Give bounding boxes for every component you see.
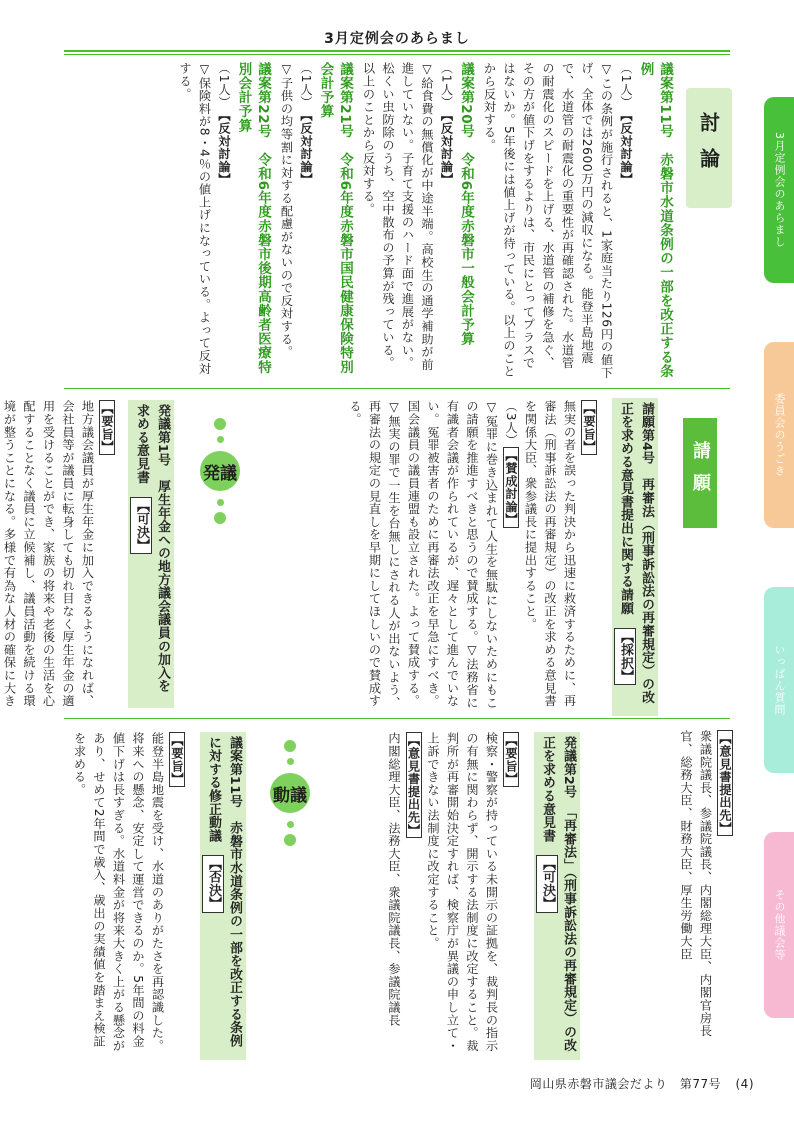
hatsugi-heading-box — [128, 400, 174, 708]
touron-section: 議案第11号 赤磐市水道条例の一部を改正する条例 【反対討論】 （1人） ▽この条例が施行されると、1家庭当たり126円の値下げ、全体では2600万円の減収になる。能登半島地震で、水道管の耐震化の重要性が再確認された。水道管の耐震化のスピードを上げる、水道管の補修を急ぐ、その方が値下げをするよりは、市民にとってプラスではないか。5年後には値上げが待っている。以上のことから反対する。 議案第20号 令和6年度赤磐市一般会計予算 【反対討論】 （1人） ▽給食費の無償化が中途半端。高校生の通学補助が前進していない。子育て支援のハード面で進展がない。松くい虫防除のうち、空中散布の予算が残っている。以上のことから反対する。 議案第21号 令和6年度赤磐市国民健康保険特別会計予算 【反対討論】 （1人） ▽子供の均等割に対する配慮がないので反対する。 議案第22号 令和6年度赤磐市後期高齢者医療特別会計予算 【反対討論】 （1人） ▽保険料が8・4％の値上げになっている。よって反対する。 — [175, 62, 675, 380]
page-footer — [530, 1075, 754, 1092]
side-tab-ippan-shitsumon[interactable]: いっぱん質問 — [764, 587, 794, 773]
hatsugi-section: 【要旨】 地方議会議員が厚生年金に加入できるようになれば、会社員等が議員に転身しても切れ目なく厚生年金の適用を受けることができ、家族の将来や老後の生活を心配することなく議員に立候補し、議員活動を続ける環境が整うことになる。多様で有為な人材の確保に大き — [0, 400, 116, 710]
side-tab-iinkai[interactable]: 委員会のうごき — [764, 342, 794, 528]
hatsugi-result: 【可決】 — [130, 497, 152, 554]
tier-divider-2 — [64, 718, 730, 719]
item21-heading: 議案第21号 令和6年度赤磐市国民健康保険特別会計予算 — [317, 62, 353, 374]
category-touron — [684, 88, 734, 208]
dougi-section: 【要旨】 能登半島地震を受け、水道のありがたさを再認識した。将来への懸念、安定して運営できるのか。5年間の料金値下げは長すぎる。水道料金が将来大きく上がる懸念があり、せめて2年間で歳入、歳出の実績値を踏まえ検証を求める。 — [69, 732, 186, 1052]
hatsugi-heading: 発議第1号 厚生年金への地方議会議員の加入を求める意見書 — [134, 404, 170, 693]
seigan-support-text: ▽冤罪に巻き込まれて人生を無駄にしないためにもこの請願を推進すべきと思うので賛成する。▽法務省に有識者会議が作られているが、遅々として進んでいない。冤罪被害者のために再審法改正を早急にすべき。国会議員の議員連盟も設立された。よって賛成する。▽無実の罪で一生を台無しにされる人が出ないよう、再審法の規定の見直しを早期にしてほしいので賛成する。 — [348, 400, 499, 709]
touron-label: 討論 — [696, 112, 721, 184]
dougi-heading-box — [200, 732, 246, 1060]
dougi-result: 【否決】 — [202, 855, 224, 912]
dougi-heading: 議案第11号 赤磐市水道条例の一部を改正する条例に対する修正動議 — [206, 736, 242, 1048]
item20-text: ▽給食費の無償化が中途半端。高校生の通学補助が前進していない。子育て支援のハード面で進展がない。松くい虫防除のうち、空中散布の予算が残っている。以上のことから反対する。 — [361, 62, 434, 371]
hatsugi2-dest: 内閣総理大臣、法務大臣、衆議院議長、参議院議長 — [387, 732, 401, 1027]
tier-divider-1 — [64, 388, 730, 389]
hatsugi2-summary: 検察・警察が持っている未開示の証拠を、裁判長の指示の有無に関わらず、開示する法制度に改定すること。裁判所が再審開始決定すれば、検察庁が異議の申し立て・上訴できない法制度に改定すること。 — [426, 732, 499, 1052]
hatsugi2-section: 【要旨】 検察・警察が持っている未開示の証拠を、裁判長の指示の有無に関わらず、開示する法制度に改定すること。裁判所が再審開始決定すれば、検察庁が異議の申し立て・上訴できない法制度に改定すること。 【意見書提出先】 内閣総理大臣、法務大臣、衆議院議長、参議院議長 — [384, 732, 521, 1052]
seigan-heading-box — [612, 398, 658, 716]
category-hatsugi — [200, 418, 240, 524]
seigan-section: 【要旨】 無実の者を誤った判決から迅速に救済するために、再審法（刑事訴訟法の再審規定）の改正を求める意見書を関係大臣、衆参議長に提出すること。 【賛成討論】 （3人） ▽冤罪に巻き込まれて人生を無駄にしないためにもこの請願を推進すべきと思うので賛成する。▽法務省に有識者会議が作られているが、遅々として進んでいない。冤罪被害者のために再審法改正を早急にすべき。国会議員の議員連盟も設立された。よって賛成する。▽無実の罪で一生を台無しにされる人が出ないよう、再審法の規定の見直しを早期にしてほしいので賛成する。 — [345, 400, 599, 710]
page-header — [64, 26, 730, 50]
seigan-summary: 無実の者を誤った判決から迅速に救済するために、再審法（刑事訴訟法の再審規定）の改正を求める意見書を関係大臣、衆参議長に提出すること。 — [523, 400, 577, 708]
side-tab-sonota[interactable]: その他議会等 — [764, 832, 794, 1018]
category-dougi — [270, 740, 310, 846]
dougi-label: 動議 — [273, 785, 307, 806]
dougi-summary: 能登半島地震を受け、水道のありがたさを再認識した。将来への懸念、安定して運営できるのか。5年間の料金値下げは長すぎる。水道料金が将来大きく上がる懸念があり、せめて2年間で歳入、歳出の実績値を踏まえ検証を求める。 — [72, 732, 165, 1052]
item22-text: ▽保険料が8・4％の値上げになっている。よって反対する。 — [178, 62, 212, 375]
page-title: 3月定例会のあらまし — [324, 31, 470, 47]
hatsugi2-result: 【可決】 — [536, 855, 558, 912]
item21-text: ▽子供の均等割に対する配慮がないので反対する。 — [279, 62, 294, 359]
hatsugi-continued: 【意見書提出先】 衆議院議長、参議院議長、内閣総理大臣、内閣官房長官、総務大臣、財務大臣、厚生労働大臣 — [676, 730, 735, 1050]
category-seigan — [682, 418, 718, 528]
seigan-summary-label: 【要旨】 — [582, 402, 596, 454]
publication-name: 岡山県赤磐市議会だより 第77号 — [529, 1077, 722, 1091]
hatsugi-label: 発議 — [203, 463, 237, 484]
header-rule-thin — [64, 54, 730, 55]
hatsugi2-heading-box — [534, 732, 580, 1060]
seigan-heading: 請願第4号 再審法（刑事訴訟法の再審規定）の改正を求める意見書提出に関する請願 — [618, 402, 654, 705]
item22-heading: 議案第22号 令和6年度赤磐市後期高齢者医療特別会計予算 — [235, 62, 271, 374]
side-tab-teireikai[interactable]: 3月定例会のあらまし — [764, 97, 794, 283]
touron-opposition-text: ▽この条例が施行されると、1家庭当たり126円の値下げ、全体では2600万円の減収になる。能登半島地震で、水道管の耐震化の重要性が再確認された。水道管の耐震化のスピードを上げる、水道管の補修を急ぐ、その方が値下げをするよりは、市民にとってプラスではないか。5年後には値上げが待っている。以上のことから反対する。 — [482, 62, 614, 379]
seigan-label: 請願 — [690, 441, 711, 505]
seigan-result: 【採択】 — [614, 628, 636, 685]
item20-heading: 議案第20号 令和6年度赤磐市一般会計予算 — [458, 62, 474, 346]
hatsugi-summary: 地方議会議員が厚生年金に加入できるようになれば、会社員等が議員に転身しても切れ目なく厚生年金の適用を受けることができ、家族の将来や老後の生活を心配することなく議員に立候補し、議員活動を続ける環境が整うことになる。多様で有為な人材の確保に大き — [2, 400, 95, 708]
touron-heading: 議案第11号 赤磐市水道条例の一部を改正する条例 — [637, 62, 673, 379]
page-number: (4) — [735, 1077, 754, 1091]
header-rule — [64, 50, 730, 52]
hatsugi-dest: 衆議院議長、参議院議長、内閣総理大臣、内閣官房長官、総務大臣、財務大臣、厚生労働大臣 — [679, 730, 713, 1038]
hatsugi2-heading: 発議第2号 「再審法」（刑事訴訟法の再審規定）の改正を求める意見書 — [540, 736, 576, 1052]
